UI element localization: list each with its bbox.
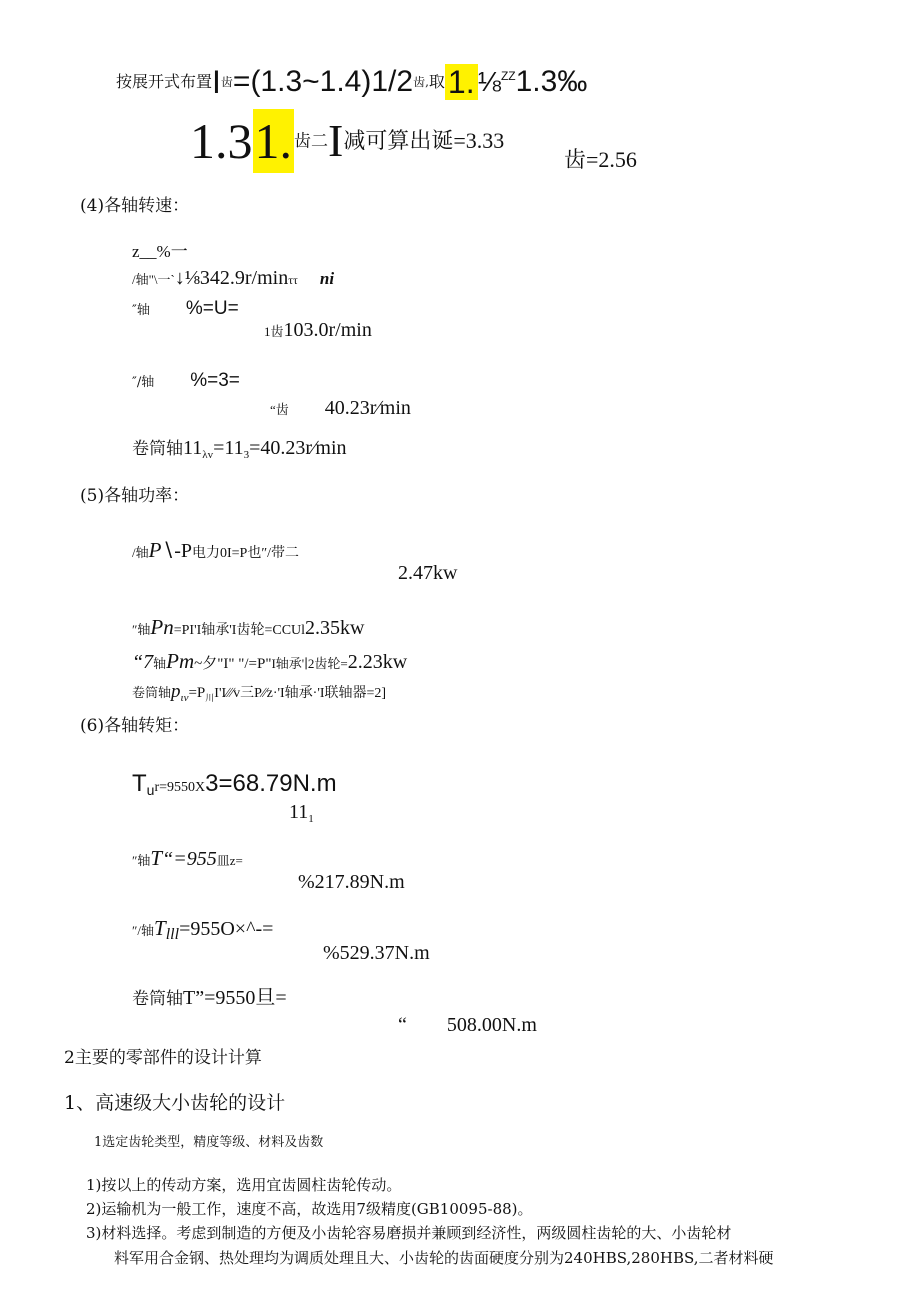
symbol-i-2: I bbox=[328, 115, 344, 166]
paragraph-3b: 料军用合金钢、热处理均为调质处理且大、小齿轮的齿面硬度分别为240HBS,280HBS,二者材料硬 bbox=[114, 1249, 774, 1267]
symbol-i: I bbox=[212, 64, 221, 100]
symbol-p-drum: p bbox=[171, 681, 181, 702]
formula-p2: =PI'I轴承'I齿轮=CCUl bbox=[173, 623, 306, 638]
paragraph-2: 2)运输机为一般工作，速度不高，故选用7级精度(GB10095-88)。 bbox=[86, 1200, 533, 1218]
label-shaft-3: 轴 bbox=[153, 656, 167, 671]
symbol-t-2: T bbox=[150, 846, 163, 870]
formula-p3-gear: ∣2齿轮= bbox=[304, 656, 348, 671]
highlight-value: 1. bbox=[445, 64, 478, 100]
text-gear-eq: 齿二 bbox=[294, 131, 328, 151]
formula-p4a: =P bbox=[188, 685, 206, 701]
torque-value-3: %529.37N.m bbox=[323, 942, 430, 964]
heading-6: (6)各轴转矩： bbox=[80, 716, 190, 736]
speed-line-6 bbox=[132, 438, 347, 461]
gear-ratio-2: 齿=2.56 bbox=[564, 147, 637, 172]
power-value-1: 2.47kw bbox=[398, 562, 458, 584]
symbol-pn: Pn bbox=[150, 615, 174, 639]
label-7: “7 bbox=[132, 651, 154, 673]
formula-line-2 bbox=[190, 113, 505, 169]
label-shaft-3: ″/轴 bbox=[132, 375, 155, 390]
speed-line-2 bbox=[132, 299, 239, 318]
fraction-glyph: ⅛ bbox=[477, 66, 501, 97]
text-quote: “ bbox=[398, 1014, 407, 1036]
torque-line-3 bbox=[132, 848, 243, 869]
formula-p3: ~夕"I" "/=P" bbox=[194, 656, 272, 672]
subscript-chuan: 川 bbox=[205, 693, 215, 704]
subscript-1: 1 bbox=[308, 813, 314, 826]
power-line-5 bbox=[132, 682, 386, 704]
formula-t3: =955O×^-= bbox=[179, 918, 274, 940]
subscript-3: 3 bbox=[243, 449, 250, 462]
power-line-3 bbox=[132, 617, 365, 638]
symbol-ni: ni bbox=[319, 269, 335, 288]
symbol-pm: Pm bbox=[166, 649, 195, 673]
formula-p1: ∖-P bbox=[161, 540, 192, 562]
text-reducer-ratio: 减可算出诞=3.33 bbox=[343, 128, 505, 153]
torque-value-1: 3=68.79N.m bbox=[205, 770, 337, 797]
formula-t2-tail: 皿z= bbox=[216, 853, 243, 868]
formula-t2: “=955 bbox=[162, 848, 217, 870]
label-shaft-1: /轴"\一` bbox=[132, 272, 175, 287]
speed-line-1 bbox=[132, 268, 334, 288]
text-layout-prefix: 按展开式布置 bbox=[116, 72, 213, 91]
label-drum-shaft: 卷筒轴 bbox=[132, 439, 183, 458]
symbol-t: T bbox=[132, 770, 147, 797]
subscript-lv: λv bbox=[202, 449, 214, 462]
torque-line-5 bbox=[132, 918, 273, 943]
torque-line-1 bbox=[132, 772, 337, 797]
text-tau: ττ bbox=[288, 273, 298, 287]
permille-value: 1.3‰ bbox=[515, 65, 588, 98]
value-1-3: 1.3 bbox=[190, 113, 253, 169]
label-shaft-2: ″轴 bbox=[132, 303, 150, 318]
text-z-line: z__%一 bbox=[132, 242, 188, 261]
formula-u: %=U= bbox=[185, 298, 239, 319]
power-line-4 bbox=[132, 651, 407, 672]
formula-p3-bearing: I轴承' bbox=[271, 656, 305, 671]
power-value-3: 2.23kw bbox=[347, 651, 408, 673]
heading-4: (4)各轴转速： bbox=[80, 196, 190, 216]
label-gear-3: “齿 bbox=[270, 402, 289, 417]
heading-section-2: 2主要的零部件的设计计算 bbox=[64, 1048, 262, 1068]
speed-value-4b: =11 bbox=[213, 437, 244, 459]
torque-line-8 bbox=[398, 1015, 537, 1035]
ratio-range: =(1.3~1.4)1/2 bbox=[232, 65, 414, 98]
paragraph-3a: 3)材料选择。考虑到制造的方便及小齿轮容易磨损并兼顾到经济性，两级圆柱齿轮的大、小齿轮材 bbox=[86, 1224, 732, 1242]
label-shaft-1: /轴 bbox=[132, 545, 149, 560]
subscript-lll: lll bbox=[165, 926, 180, 944]
power-line-1 bbox=[132, 540, 299, 561]
text-take: 取 bbox=[428, 72, 445, 91]
text-gear: 齿 bbox=[220, 75, 233, 89]
heading-select-gear: 1选定齿轮类型，精度等级、材料及齿数 bbox=[94, 1135, 324, 1150]
torque-line-7 bbox=[132, 988, 287, 1008]
symbol-t-3: T bbox=[154, 916, 166, 940]
label-drum-shaft: 卷筒轴 bbox=[132, 989, 183, 1008]
heading-5: (5)各轴功率： bbox=[80, 486, 190, 506]
speed-line-3 bbox=[264, 320, 372, 340]
label-shaft-2: ″轴 bbox=[132, 622, 151, 637]
formula-3: %=3= bbox=[190, 370, 240, 391]
formula-line-1 bbox=[116, 66, 587, 106]
torque-value-4: 508.00N.m bbox=[446, 1014, 537, 1036]
formula-p1-tail: 电力0I=P也″/带二 bbox=[191, 546, 300, 561]
formula-t4: T”=9550旦= bbox=[183, 987, 287, 1009]
torque-value-2: %217.89N.m bbox=[298, 871, 405, 893]
speed-value-4a: 11 bbox=[183, 437, 203, 459]
label-gear-1: 1齿 bbox=[264, 324, 284, 339]
value-11: 11 bbox=[289, 801, 309, 823]
label-shaft-2: ″轴 bbox=[132, 853, 151, 868]
subscript-iv: ιv bbox=[180, 692, 189, 705]
heading-high-speed-gear: 1、高速级大小齿轮的设计 bbox=[64, 1092, 286, 1114]
speed-value-3: 40.23r∕min bbox=[324, 397, 411, 419]
speed-value-4c: =40.23r∕min bbox=[249, 437, 347, 459]
label-drum-shaft: 卷筒轴 bbox=[132, 685, 172, 700]
speed-line-4 bbox=[132, 371, 240, 390]
symbol-p: P bbox=[148, 538, 162, 562]
speed-value-2: 103.0r/min bbox=[283, 319, 372, 341]
text-gear-2: 齿, bbox=[413, 75, 429, 89]
subscript-u: u bbox=[146, 782, 155, 799]
highlight-value-2: 1. bbox=[253, 109, 295, 173]
formula-p4b: I'I∕∕∕v三P∕∕z·'I轴承·'I联轴器=2] bbox=[214, 686, 387, 701]
paragraph-1: 1)按以上的传动方案，选用宜齿圆柱齿轮传动。 bbox=[86, 1176, 402, 1194]
superscript-zz: ZZ bbox=[500, 69, 516, 84]
speed-line-5 bbox=[270, 398, 411, 418]
torque-denominator bbox=[289, 802, 314, 825]
speed-value-1: ↓⅛342.9r/min bbox=[174, 267, 289, 289]
power-value-2: 2.35kw bbox=[305, 617, 365, 639]
formula-t1: r=9550X bbox=[154, 780, 206, 795]
label-shaft-3: ″/轴 bbox=[132, 923, 155, 938]
